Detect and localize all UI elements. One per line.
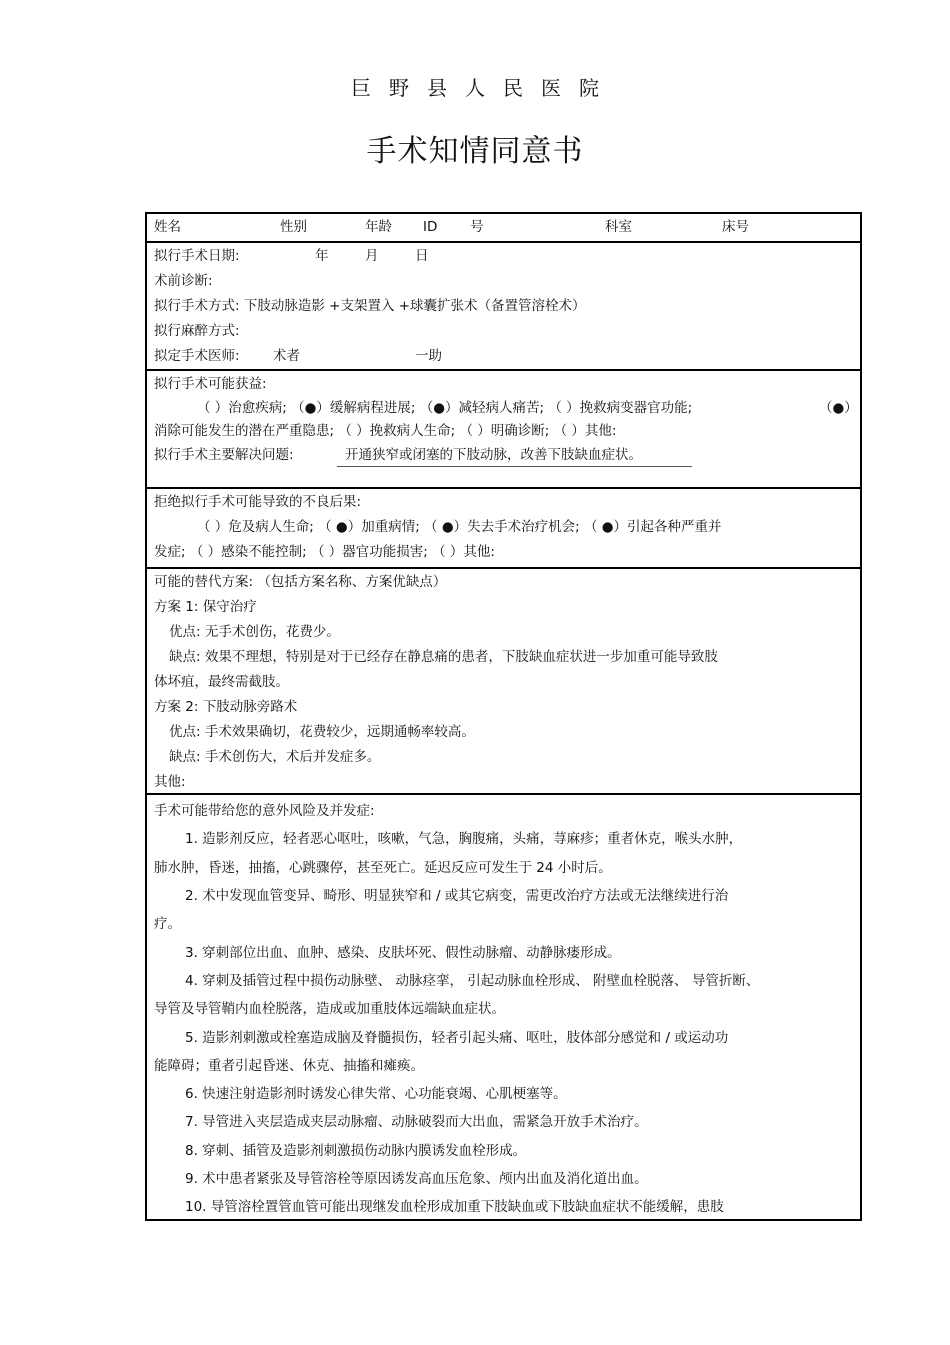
surgery-date-label: 拟行手术日期: <box>154 248 240 264</box>
patient-info-row <box>147 214 860 241</box>
risk-1: 1. 造影剂反应，轻者恶心呕吐，咳嗽，气急，胸腹痛，头痛，荨麻疹；重者休克，喉头水肿， <box>185 831 743 847</box>
plan2-title: 方案 2: 下肢动脉旁路术 <box>154 699 298 715</box>
refusal-options-2: 发症; （ ）感染不能控制; （ ）器官功能损害; （ ）其他: <box>154 544 495 560</box>
refusal-title: 拒绝拟行手术可能导致的不良后果: <box>154 494 362 510</box>
plan1-cons: 缺点: 效果不理想，特别是对于已经存在静息痛的患者，下肢缺血症状进一步加重可能导致肢 <box>169 649 718 665</box>
risk-4: 4. 穿刺及插管过程中损伤动脉壁、 动脉痉挛， 引起动脉血栓形成、 附壁血栓脱落、 导管折断、 <box>185 973 760 989</box>
alternatives-title: 可能的替代方案: （包括方案名称、方案优缺点） <box>154 574 447 590</box>
problem-text: 开通狭窄或闭塞的下肢动脉，改善下肢缺血症状。 <box>337 446 692 467</box>
name-label: 姓名 <box>154 219 181 235</box>
consent-form <box>145 212 862 1221</box>
surgery-method: 拟行手术方式: 下肢动脉造影 +支架置入 +球囊扩张术（备置管溶栓术） <box>154 298 586 314</box>
risk-6: 6. 快速注射造影剂时诱发心律失常、心功能衰竭、心肌梗塞等。 <box>185 1086 567 1102</box>
benefits-options-2: 消除可能发生的潜在严重隐患; （ ）挽救病人生命; （ ）明确诊断; （ ）其他: <box>154 423 617 439</box>
anesthesia-label: 拟行麻醉方式: <box>154 323 240 339</box>
risk-2: 2. 术中发现血管变异、畸形、明显狭窄和 / 或其它病变，需更改治疗方法或无法继续进行治 <box>185 888 729 904</box>
refusal-section <box>147 487 860 567</box>
plan1-cons-continued: 体坏疽，最终需截肢。 <box>154 674 289 690</box>
surgery-info-section <box>147 241 860 369</box>
bed-label: 床号 <box>722 219 749 235</box>
risk-2-continued: 疗。 <box>154 916 181 932</box>
risks-section <box>147 793 860 1219</box>
sex-label: 性别 <box>280 219 307 235</box>
hospital-name: 巨野县人民医院 <box>351 76 617 100</box>
risks-title: 手术可能带给您的意外风险及并发症: <box>154 803 375 819</box>
risk-4-continued: 导管及导管鞘内血栓脱落，造成或加重肢体远端缺血症状。 <box>154 1001 505 1017</box>
doctor-label: 拟定手术医师: <box>154 348 240 364</box>
diagnosis-label: 术前诊断: <box>154 273 213 289</box>
assistant-label: 一助 <box>415 348 442 364</box>
document-title: 手术知情同意书 <box>366 134 584 169</box>
day-label: 日 <box>415 248 429 264</box>
other-alternatives-label: 其他: <box>154 774 186 790</box>
id-number-label: 号 <box>470 219 484 235</box>
benefits-title: 拟行手术可能获益: <box>154 376 267 392</box>
benefits-options-1-end: （●） <box>819 400 858 416</box>
plan2-pros: 优点: 手术效果确切，花费较少，远期通畅率较高。 <box>169 724 475 740</box>
risk-9: 9. 术中患者紧张及导管溶栓等原因诱发高血压危象、颅内出血及消化道出血。 <box>185 1171 648 1187</box>
plan2-cons: 缺点: 手术创伤大，术后并发症多。 <box>169 749 381 765</box>
risk-1-continued: 肺水肿，昏迷，抽搐，心跳骤停，甚至死亡。延迟反应可发生于 24 小时后。 <box>154 860 612 876</box>
month-label: 月 <box>365 248 379 264</box>
age-label: 年龄 <box>365 219 392 235</box>
risk-7: 7. 导管进入夹层造成夹层动脉瘤、动脉破裂而大出血，需紧急开放手术治疗。 <box>185 1114 648 1130</box>
risk-10: 10. 导管溶栓置管血管可能出现继发血栓形成加重下肢缺血或下肢缺血症状不能缓解，患肢 <box>185 1199 724 1215</box>
surgeon-label: 术者 <box>273 348 300 364</box>
department-label: 科室 <box>605 219 632 235</box>
problem-label: 拟行手术主要解决问题: <box>154 447 294 463</box>
plan1-title: 方案 1: 保守治疗 <box>154 599 257 615</box>
benefits-section <box>147 369 860 487</box>
alternatives-section <box>147 567 860 793</box>
risk-5: 5. 造影剂刺激或栓塞造成脑及脊髓损伤，轻者引起头痛、呕吐，肢体部分感觉和 / 或运动功 <box>185 1030 729 1046</box>
refusal-options-1: （ ）危及病人生命; （ ●）加重病情; （ ●）失去手术治疗机会; （ ●）引起各种严重并 <box>197 519 722 535</box>
id-label: ID <box>423 219 438 235</box>
risk-5-continued: 能障碍；重者引起昏迷、休克、抽搐和瘫痪。 <box>154 1058 424 1074</box>
risk-8: 8. 穿刺、插管及造影剂刺激损伤动脉内膜诱发血栓形成。 <box>185 1143 527 1159</box>
risk-3: 3. 穿刺部位出血、血肿、感染、皮肤坏死、假性动脉瘤、动静脉瘘形成。 <box>185 945 621 961</box>
plan1-pros: 优点: 无手术创伤，花费少。 <box>169 624 340 640</box>
year-label: 年 <box>315 248 329 264</box>
benefits-options-1: （ ）治愈疾病; （●）缓解病程进展; （●）减轻病人痛苦; （ ）挽救病变器官功能; <box>197 400 693 416</box>
